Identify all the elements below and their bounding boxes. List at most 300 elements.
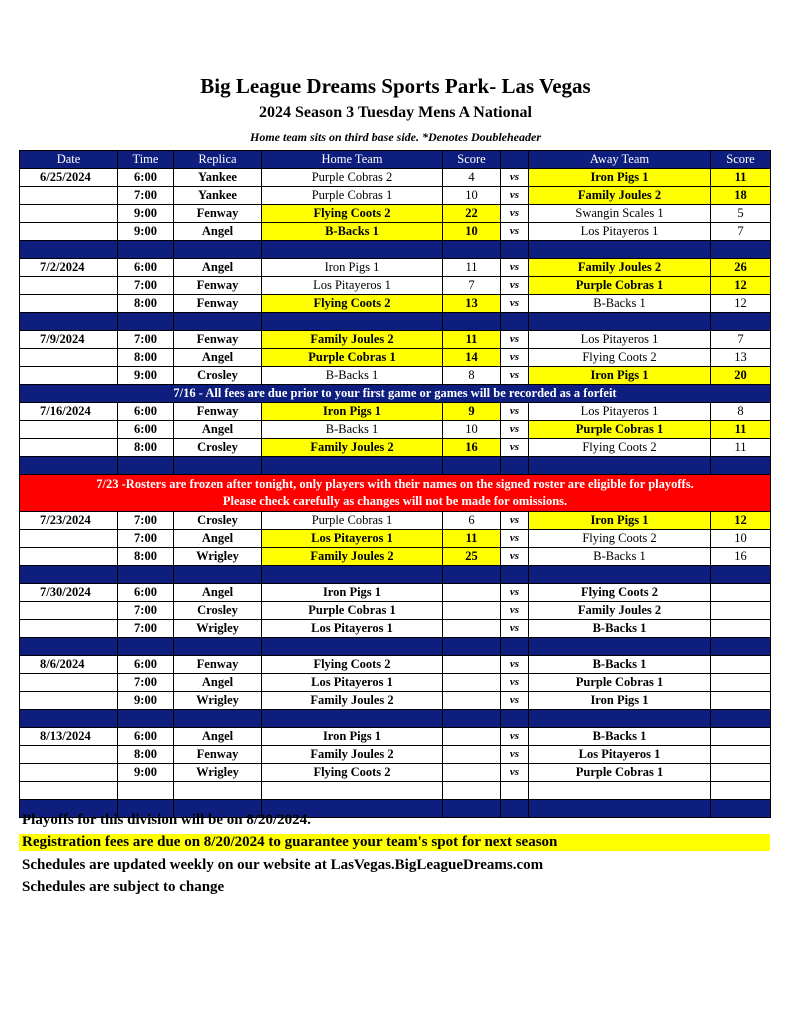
blank-cell: [529, 782, 711, 800]
schedule-table: [19, 150, 771, 818]
separator-cell: [20, 457, 118, 475]
separator-cell: [529, 638, 711, 656]
away-score: 12: [711, 277, 771, 295]
home-team: Family Joules 2: [262, 548, 443, 566]
home-score: 8: [443, 367, 501, 385]
away-score: 12: [711, 512, 771, 530]
vs-label: vs: [501, 548, 529, 566]
col-header-home-team: Home Team: [262, 151, 443, 169]
home-score: 14: [443, 349, 501, 367]
separator-cell: [529, 241, 711, 259]
table-header-row: [20, 151, 771, 169]
blank-row: [20, 782, 771, 800]
blank-cell: [501, 782, 529, 800]
separator-cell: [529, 313, 711, 331]
vs-label: vs: [501, 530, 529, 548]
game-replica-field: Angel: [174, 674, 262, 692]
away-team: Iron Pigs 1: [529, 367, 711, 385]
game-row: [20, 259, 771, 277]
game-row: [20, 548, 771, 566]
game-row: [20, 530, 771, 548]
away-score: 20: [711, 367, 771, 385]
home-score: [443, 746, 501, 764]
home-team: Purple Cobras 1: [262, 349, 443, 367]
separator-cell: [529, 710, 711, 728]
vs-label: vs: [501, 692, 529, 710]
home-team: Purple Cobras 2: [262, 169, 443, 187]
away-team: Iron Pigs 1: [529, 512, 711, 530]
game-replica-field: Crosley: [174, 439, 262, 457]
home-score: [443, 602, 501, 620]
home-team: Purple Cobras 1: [262, 512, 443, 530]
game-date: 7/9/2024: [20, 331, 118, 349]
vs-label: vs: [501, 512, 529, 530]
away-team: Family Joules 2: [529, 602, 711, 620]
home-team: Flying Coots 2: [262, 656, 443, 674]
away-team: Iron Pigs 1: [529, 169, 711, 187]
game-date: 8/6/2024: [20, 656, 118, 674]
home-score: 10: [443, 223, 501, 241]
separator-cell: [118, 710, 174, 728]
game-date: [20, 674, 118, 692]
separator-cell: [174, 241, 262, 259]
home-team: B-Backs 1: [262, 367, 443, 385]
home-team: Purple Cobras 1: [262, 602, 443, 620]
away-team: Flying Coots 2: [529, 439, 711, 457]
separator-cell: [262, 313, 443, 331]
separator-cell: [501, 566, 529, 584]
game-time: 6:00: [118, 403, 174, 421]
away-team: B-Backs 1: [529, 295, 711, 313]
blank-cell: [20, 782, 118, 800]
game-time: 6:00: [118, 169, 174, 187]
vs-label: vs: [501, 223, 529, 241]
vs-label: vs: [501, 295, 529, 313]
separator-cell: [501, 313, 529, 331]
separator-cell: [20, 638, 118, 656]
game-time: 6:00: [118, 728, 174, 746]
vs-label: vs: [501, 259, 529, 277]
separator-cell: [174, 710, 262, 728]
home-team: Los Pitayeros 1: [262, 674, 443, 692]
game-row: [20, 439, 771, 457]
separator-cell: [501, 457, 529, 475]
home-team: Family Joules 2: [262, 746, 443, 764]
away-team: Flying Coots 2: [529, 530, 711, 548]
separator-cell: [118, 638, 174, 656]
game-date: [20, 277, 118, 295]
separator-cell: [711, 457, 771, 475]
vs-label: vs: [501, 331, 529, 349]
game-replica-field: Angel: [174, 349, 262, 367]
game-time: 7:00: [118, 620, 174, 638]
separator-cell: [118, 241, 174, 259]
game-date: [20, 548, 118, 566]
separator-cell: [443, 800, 501, 818]
game-row: [20, 367, 771, 385]
separator-cell: [174, 457, 262, 475]
away-score: 10: [711, 530, 771, 548]
separator-cell: [262, 457, 443, 475]
game-row: [20, 764, 771, 782]
home-team: Flying Coots 2: [262, 295, 443, 313]
separator-cell: [711, 638, 771, 656]
blank-cell: [711, 782, 771, 800]
game-row: [20, 692, 771, 710]
away-score: 16: [711, 548, 771, 566]
vs-label: vs: [501, 367, 529, 385]
vs-label: vs: [501, 349, 529, 367]
home-team: Iron Pigs 1: [262, 728, 443, 746]
home-score: 22: [443, 205, 501, 223]
game-row: [20, 620, 771, 638]
separator-cell: [501, 241, 529, 259]
away-score: [711, 602, 771, 620]
game-replica-field: Crosley: [174, 602, 262, 620]
away-team: Los Pitayeros 1: [529, 403, 711, 421]
away-score: [711, 656, 771, 674]
game-time: 6:00: [118, 421, 174, 439]
away-team: Family Joules 2: [529, 187, 711, 205]
separator-cell: [174, 313, 262, 331]
game-replica-field: Wrigley: [174, 692, 262, 710]
game-date: [20, 764, 118, 782]
away-team: Iron Pigs 1: [529, 692, 711, 710]
vs-label: vs: [501, 439, 529, 457]
home-team: B-Backs 1: [262, 421, 443, 439]
home-score: 13: [443, 295, 501, 313]
away-score: [711, 584, 771, 602]
separator-cell: [711, 313, 771, 331]
home-score: 11: [443, 331, 501, 349]
fees-notice-row: [20, 385, 771, 403]
separator-cell: [443, 313, 501, 331]
game-time: 9:00: [118, 764, 174, 782]
game-row: [20, 656, 771, 674]
game-row: [20, 602, 771, 620]
separator-cell: [20, 241, 118, 259]
away-team: B-Backs 1: [529, 620, 711, 638]
home-score: 7: [443, 277, 501, 295]
separator-cell: [711, 566, 771, 584]
game-time: 9:00: [118, 223, 174, 241]
col-header-date: Date: [20, 151, 118, 169]
vs-label: vs: [501, 277, 529, 295]
game-date: [20, 746, 118, 764]
page-subtitle: 2024 Season 3 Tuesday Mens A National: [259, 104, 532, 121]
away-team: B-Backs 1: [529, 548, 711, 566]
game-date: 7/23/2024: [20, 512, 118, 530]
game-time: 7:00: [118, 277, 174, 295]
home-score: [443, 764, 501, 782]
game-replica-field: Angel: [174, 530, 262, 548]
home-team: Los Pitayeros 1: [262, 277, 443, 295]
home-score: [443, 728, 501, 746]
game-date: [20, 692, 118, 710]
game-replica-field: Fenway: [174, 277, 262, 295]
week-separator: [20, 457, 771, 475]
away-score: 12: [711, 295, 771, 313]
game-replica-field: Yankee: [174, 187, 262, 205]
separator-cell: [262, 710, 443, 728]
home-score: [443, 656, 501, 674]
game-replica-field: Angel: [174, 728, 262, 746]
home-team: Flying Coots 2: [262, 764, 443, 782]
game-date: 7/16/2024: [20, 403, 118, 421]
game-row: [20, 295, 771, 313]
col-header-away-team: Away Team: [529, 151, 711, 169]
vs-label: vs: [501, 169, 529, 187]
home-score: 10: [443, 421, 501, 439]
game-replica-field: Angel: [174, 223, 262, 241]
col-header-replica: Replica: [174, 151, 262, 169]
game-time: 6:00: [118, 259, 174, 277]
game-replica-field: Fenway: [174, 656, 262, 674]
game-date: [20, 295, 118, 313]
game-replica-field: Fenway: [174, 295, 262, 313]
separator-cell: [262, 638, 443, 656]
game-date: [20, 620, 118, 638]
game-row: [20, 169, 771, 187]
home-score: [443, 584, 501, 602]
home-team: Family Joules 2: [262, 692, 443, 710]
away-team: Purple Cobras 1: [529, 421, 711, 439]
away-score: 5: [711, 205, 771, 223]
game-time: 9:00: [118, 692, 174, 710]
blank-cell: [118, 782, 174, 800]
blank-cell: [262, 782, 443, 800]
separator-cell: [443, 241, 501, 259]
game-time: 7:00: [118, 512, 174, 530]
game-date: [20, 367, 118, 385]
game-time: 7:00: [118, 674, 174, 692]
home-team-note: Home team sits on third base side. *Denotes Doubleheader: [250, 130, 541, 144]
roster-alert: [20, 475, 771, 512]
away-score: [711, 620, 771, 638]
game-row: [20, 421, 771, 439]
separator-cell: [174, 566, 262, 584]
vs-label: vs: [501, 205, 529, 223]
separator-cell: [262, 566, 443, 584]
game-date: [20, 223, 118, 241]
game-row: [20, 512, 771, 530]
playoffs-note: Playoffs for this division will be on 8/20/2024.: [22, 812, 311, 828]
game-replica-field: Crosley: [174, 512, 262, 530]
game-time: 9:00: [118, 367, 174, 385]
game-time: 7:00: [118, 331, 174, 349]
vs-label: vs: [501, 403, 529, 421]
game-replica-field: Angel: [174, 584, 262, 602]
home-score: [443, 692, 501, 710]
separator-cell: [443, 638, 501, 656]
website-note: Schedules are updated weekly on our website at LasVegas.BigLeagueDreams.com: [22, 857, 544, 873]
game-row: [20, 331, 771, 349]
away-score: 8: [711, 403, 771, 421]
away-score: 13: [711, 349, 771, 367]
game-time: 8:00: [118, 349, 174, 367]
away-team: Purple Cobras 1: [529, 277, 711, 295]
week-separator: [20, 638, 771, 656]
game-row: [20, 349, 771, 367]
separator-cell: [501, 800, 529, 818]
separator-cell: [118, 457, 174, 475]
away-score: 11: [711, 439, 771, 457]
game-replica-field: Fenway: [174, 205, 262, 223]
game-date: [20, 602, 118, 620]
vs-label: vs: [501, 764, 529, 782]
page-title: Big League Dreams Sports Park- Las Vegas: [200, 74, 591, 98]
col-header-home-score: Score: [443, 151, 501, 169]
home-score: [443, 620, 501, 638]
game-row: [20, 277, 771, 295]
game-row: [20, 728, 771, 746]
away-score: [711, 764, 771, 782]
game-replica-field: Wrigley: [174, 548, 262, 566]
separator-cell: [711, 800, 771, 818]
away-team: Purple Cobras 1: [529, 764, 711, 782]
separator-cell: [501, 710, 529, 728]
away-team: Los Pitayeros 1: [529, 746, 711, 764]
week-separator: [20, 241, 771, 259]
col-header-away-score: Score: [711, 151, 771, 169]
game-row: [20, 746, 771, 764]
game-date: [20, 530, 118, 548]
vs-label: vs: [501, 187, 529, 205]
away-team: Swangin Scales 1: [529, 205, 711, 223]
vs-label: vs: [501, 674, 529, 692]
away-team: Family Joules 2: [529, 259, 711, 277]
vs-label: vs: [501, 620, 529, 638]
week-separator: [20, 313, 771, 331]
vs-label: vs: [501, 602, 529, 620]
game-date: [20, 187, 118, 205]
home-score: 10: [443, 187, 501, 205]
week-separator: [20, 710, 771, 728]
separator-cell: [529, 566, 711, 584]
separator-cell: [443, 457, 501, 475]
home-score: [443, 674, 501, 692]
separator-cell: [118, 313, 174, 331]
game-row: [20, 187, 771, 205]
separator-cell: [262, 241, 443, 259]
home-team: Family Joules 2: [262, 439, 443, 457]
away-team: Flying Coots 2: [529, 349, 711, 367]
game-date: 7/30/2024: [20, 584, 118, 602]
away-score: [711, 674, 771, 692]
home-team: Los Pitayeros 1: [262, 530, 443, 548]
game-row: [20, 223, 771, 241]
home-score: 11: [443, 259, 501, 277]
separator-cell: [118, 566, 174, 584]
game-row: [20, 674, 771, 692]
game-time: 8:00: [118, 295, 174, 313]
game-replica-field: Crosley: [174, 367, 262, 385]
game-date: [20, 205, 118, 223]
registration-note: Registration fees are due on 8/20/2024 to guarantee your team's spot for next season: [19, 834, 770, 851]
game-row: [20, 584, 771, 602]
game-replica-field: Fenway: [174, 746, 262, 764]
separator-cell: [501, 638, 529, 656]
away-score: [711, 746, 771, 764]
roster-alert-line1: 7/23 -Rosters are frozen after tonight, only players with their names on the signed roster are eligible for playoffs.: [96, 477, 694, 491]
game-time: 9:00: [118, 205, 174, 223]
col-header-time: Time: [118, 151, 174, 169]
game-time: 8:00: [118, 439, 174, 457]
separator-cell: [711, 241, 771, 259]
away-score: 7: [711, 223, 771, 241]
home-score: 6: [443, 512, 501, 530]
roster-alert-line2: Please check carefully as changes will not be made for omissions.: [222, 494, 568, 508]
col-header-vs: [501, 151, 529, 169]
home-team: B-Backs 1: [262, 223, 443, 241]
vs-label: vs: [501, 728, 529, 746]
game-row: [20, 403, 771, 421]
game-time: 6:00: [118, 656, 174, 674]
separator-cell: [443, 710, 501, 728]
schedule-body: [20, 169, 771, 818]
separator-cell: [529, 457, 711, 475]
home-team: Iron Pigs 1: [262, 259, 443, 277]
game-date: 7/2/2024: [20, 259, 118, 277]
separator-cell: [174, 638, 262, 656]
separator-cell: [20, 566, 118, 584]
home-score: 11: [443, 530, 501, 548]
game-row: [20, 205, 771, 223]
game-time: 8:00: [118, 548, 174, 566]
game-replica-field: Angel: [174, 259, 262, 277]
blank-cell: [443, 782, 501, 800]
game-date: [20, 439, 118, 457]
game-time: 6:00: [118, 584, 174, 602]
home-team: Iron Pigs 1: [262, 403, 443, 421]
home-team: Family Joules 2: [262, 331, 443, 349]
home-score: 4: [443, 169, 501, 187]
game-replica-field: Wrigley: [174, 764, 262, 782]
away-team: Purple Cobras 1: [529, 674, 711, 692]
vs-label: vs: [501, 584, 529, 602]
vs-label: vs: [501, 421, 529, 439]
game-replica-field: Wrigley: [174, 620, 262, 638]
home-score: 16: [443, 439, 501, 457]
game-replica-field: Fenway: [174, 403, 262, 421]
home-team: Los Pitayeros 1: [262, 620, 443, 638]
game-time: 7:00: [118, 530, 174, 548]
game-replica-field: Angel: [174, 421, 262, 439]
away-score: [711, 692, 771, 710]
away-score: 18: [711, 187, 771, 205]
fees-notice: 7/16 - All fees are due prior to your first game or games will be recorded as a forfeit: [20, 385, 771, 403]
separator-cell: [20, 710, 118, 728]
separator-cell: [529, 800, 711, 818]
away-score: 7: [711, 331, 771, 349]
vs-label: vs: [501, 656, 529, 674]
game-time: 7:00: [118, 187, 174, 205]
game-date: [20, 421, 118, 439]
home-team: Iron Pigs 1: [262, 584, 443, 602]
roster-alert-row: [20, 475, 771, 512]
game-date: [20, 349, 118, 367]
game-time: 7:00: [118, 602, 174, 620]
game-time: 8:00: [118, 746, 174, 764]
away-team: Flying Coots 2: [529, 584, 711, 602]
away-team: Los Pitayeros 1: [529, 331, 711, 349]
home-score: 25: [443, 548, 501, 566]
home-team: Flying Coots 2: [262, 205, 443, 223]
away-score: [711, 728, 771, 746]
game-date: 8/13/2024: [20, 728, 118, 746]
subject-to-change-note: Schedules are subject to change: [22, 879, 225, 895]
separator-cell: [711, 710, 771, 728]
